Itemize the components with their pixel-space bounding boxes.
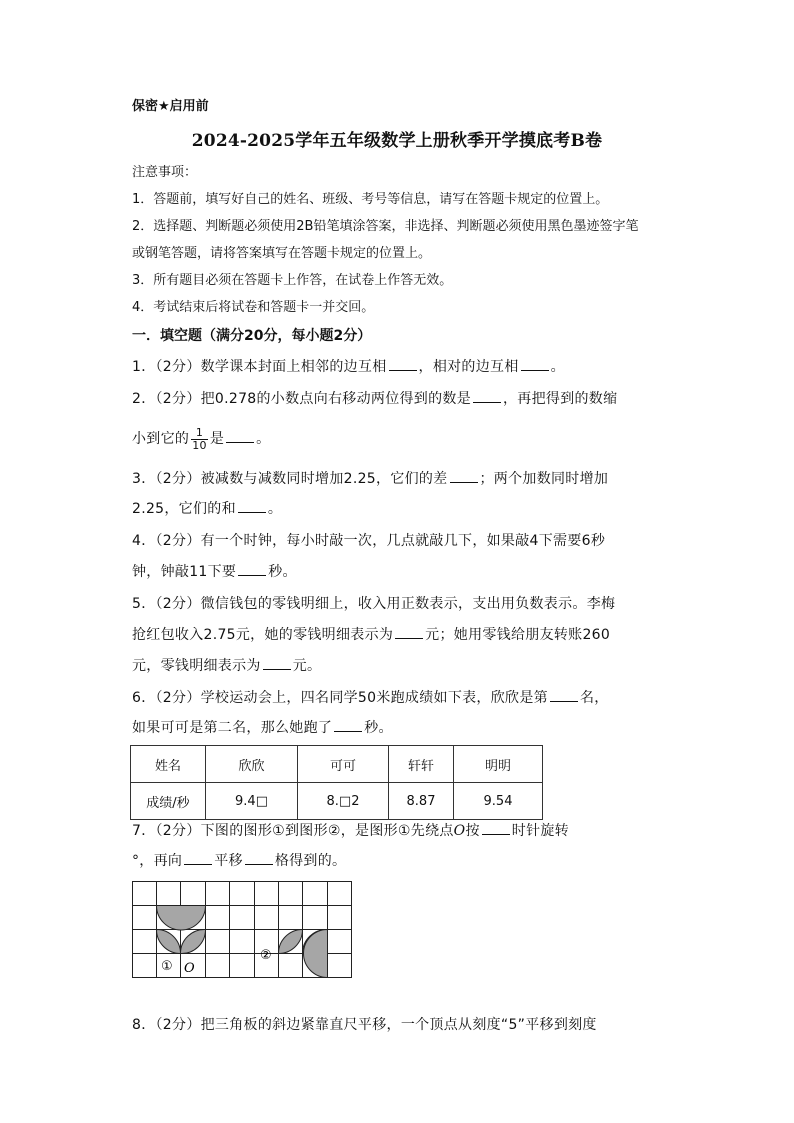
note-item: 或钢笔答题，请将答案填写在答题卡规定的位置上。	[132, 246, 432, 261]
fraction: $\frac{1}{10}$	[192, 425, 207, 452]
question-5: 5．（2分）微信钱包的零钱明细上，收入用正数表示，支出用负数表示。李梅	[132, 596, 616, 612]
table-row	[131, 783, 543, 820]
point-o-label: O	[184, 961, 195, 976]
answer-blank[interactable]	[473, 390, 501, 403]
table-cell: 成绩/秒	[131, 783, 206, 820]
question-2: 2．（2分）把0.278的小数点向右移动两位得到的数是 ，再把得到的数缩	[132, 391, 618, 407]
table-header-cell: 轩轩	[389, 746, 454, 783]
answer-blank[interactable]	[238, 500, 266, 513]
question-7-cont: °，再向 平移 格得到的。	[132, 853, 347, 869]
leaf-shape	[279, 930, 303, 954]
table-cell: 9.4□	[206, 783, 298, 820]
rotation-figure	[132, 881, 354, 985]
table-row	[131, 746, 543, 783]
table-header-cell: 欣欣	[206, 746, 298, 783]
table-header-cell: 可可	[298, 746, 389, 783]
question-3: 3．（2分）被减数与减数同时增加2.25，它们的差 ；两个加数同时增加	[132, 471, 609, 487]
leaf-shape	[181, 929, 206, 953]
grid-svg	[132, 881, 354, 981]
answer-blank[interactable]	[334, 719, 362, 732]
section-title: 一．填空题（满分20分，每小题2分）	[132, 328, 372, 344]
answer-blank[interactable]	[245, 852, 273, 865]
question-4-cont: 钟，钟敲11下要 秒。	[132, 564, 297, 580]
exam-title: 2024-2025学年五年级数学上册秋季开学摸底考B卷	[191, 131, 603, 151]
answer-blank[interactable]	[389, 358, 417, 371]
answer-blank[interactable]	[482, 822, 510, 835]
question-2-cont: 小到它的 $\frac{1}{10}$ 是 。	[132, 425, 271, 452]
question-5-cont2: 元，零钱明细表示为 元。	[132, 658, 322, 674]
leaf-shape	[157, 930, 181, 954]
note-item: 3．所有题目必须在答题卡上作答，在试卷上作答无效。	[132, 273, 453, 288]
table-header-cell: 明明	[454, 746, 543, 783]
answer-blank[interactable]	[395, 626, 423, 639]
question-6: 6．（2分）学校运动会上，四名同学50米跑成绩如下表，欣欣是第 名，	[132, 690, 609, 706]
half-circle-shape	[304, 930, 328, 978]
figure-1-label: ①	[161, 959, 173, 974]
answer-blank[interactable]	[184, 852, 212, 865]
figure-2-label: ②	[260, 948, 272, 963]
table-cell: 8.□2	[298, 783, 389, 820]
note-item: 2．选择题、判断题必须使用2B铅笔填涂答案，非选择、判断题必须使用黑色墨迹签字笔	[132, 219, 639, 234]
half-circle-shape	[157, 906, 206, 931]
answer-blank[interactable]	[263, 657, 291, 670]
answer-blank[interactable]	[521, 358, 549, 371]
question-7: 7．（2分）下图的图形①到图形②，是图形①先绕点O按 时针旋转	[132, 823, 569, 839]
table-cell: 9.54	[454, 783, 543, 820]
question-6-cont: 如果可可是第二名，那么她跑了 秒。	[132, 720, 393, 736]
table-header-cell: 姓名	[131, 746, 206, 783]
answer-blank[interactable]	[226, 430, 254, 443]
answer-blank[interactable]	[238, 563, 266, 576]
note-item: 4．考试结束后将试卷和答题卡一并交回。	[132, 300, 375, 315]
secret-label: 保密★启用前	[132, 99, 209, 114]
question-3-cont: 2.25，它们的和 。	[132, 501, 283, 517]
question-5-cont: 抢红包收入2.75元，她的零钱明细表示为 元；她用零钱给朋友转账260	[132, 627, 611, 643]
note-item: 1．答题前，填写好自己的姓名、班级、考号等信息，请写在答题卡规定的位置上。	[132, 192, 609, 207]
notes-heading: 注意事项：	[132, 165, 198, 180]
answer-blank[interactable]	[550, 689, 578, 702]
question-8: 8．（2分）把三角板的斜边紧靠直尺平移，一个顶点从刻度“5”平移到刻度	[132, 1017, 597, 1033]
question-1: 1．（2分）数学课本封面上相邻的边互相 ，相对的边互相 。	[132, 359, 565, 375]
table-cell: 8.87	[389, 783, 454, 820]
answer-blank[interactable]	[450, 470, 478, 483]
question-4: 4．（2分）有一个时钟，每小时敲一次，几点就敲几下，如果敲4下需要6秒	[132, 533, 606, 549]
score-table	[130, 745, 543, 820]
